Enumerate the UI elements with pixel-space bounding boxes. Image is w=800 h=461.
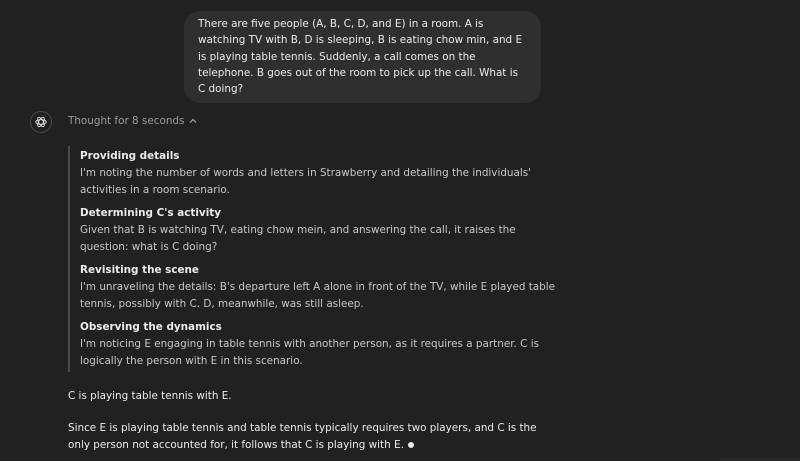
reasoning-body: Given that B is watching TV, eating chow mein, and answering the call, it raises the question: what is C doing? (80, 224, 516, 253)
openai-logo-svg (34, 115, 48, 129)
reasoning-section (80, 148, 562, 199)
assistant-answer-long (68, 420, 550, 454)
assistant-answer-short: C is playing table tennis with E. (68, 390, 232, 402)
reasoning-title: Observing the dynamics (80, 321, 222, 333)
reasoning-section (80, 319, 562, 370)
reasoning-title: Determining C's activity (80, 207, 221, 219)
reasoning-panel (68, 146, 562, 372)
user-message-text: There are five people (A, B, C, D, and E) in a room. A is watching TV with B, D is sleeping, B is eating chow min, and E is playing table tennis. Suddenly, a call comes on the telephone. B goes out of the room to pick up the call. What is C doing? (198, 18, 523, 96)
streaming-cursor-icon (408, 442, 414, 448)
openai-logo-icon (30, 111, 52, 133)
reasoning-title: Providing details (80, 150, 180, 162)
user-message-bubble (184, 11, 541, 103)
reasoning-body: I'm noticing E engaging in table tennis with another person, as it requires a partner. C is logically the person with E in this scenario. (80, 338, 539, 367)
reasoning-body: I'm noting the number of words and letters in Strawberry and detailing the individuals' activities in a room scenario. (80, 167, 532, 196)
bottom-edge (720, 457, 800, 461)
thought-label: Thought for 8 seconds (68, 115, 185, 127)
chevron-up-icon (188, 116, 198, 126)
reasoning-section (80, 262, 562, 313)
thought-toggle-button[interactable] (68, 115, 198, 127)
reasoning-title: Revisiting the scene (80, 264, 199, 276)
reasoning-section (80, 205, 562, 256)
reasoning-body: I'm unraveling the details: B's departure left A alone in front of the TV, while E played table tennis, possibly with C. D, meanwhile, was still asleep. (80, 281, 556, 310)
assistant-answer-text: Since E is playing table tennis and table tennis typically requires two players, and C is the only person not accounted for, it follows that C is playing with E. (68, 422, 537, 451)
